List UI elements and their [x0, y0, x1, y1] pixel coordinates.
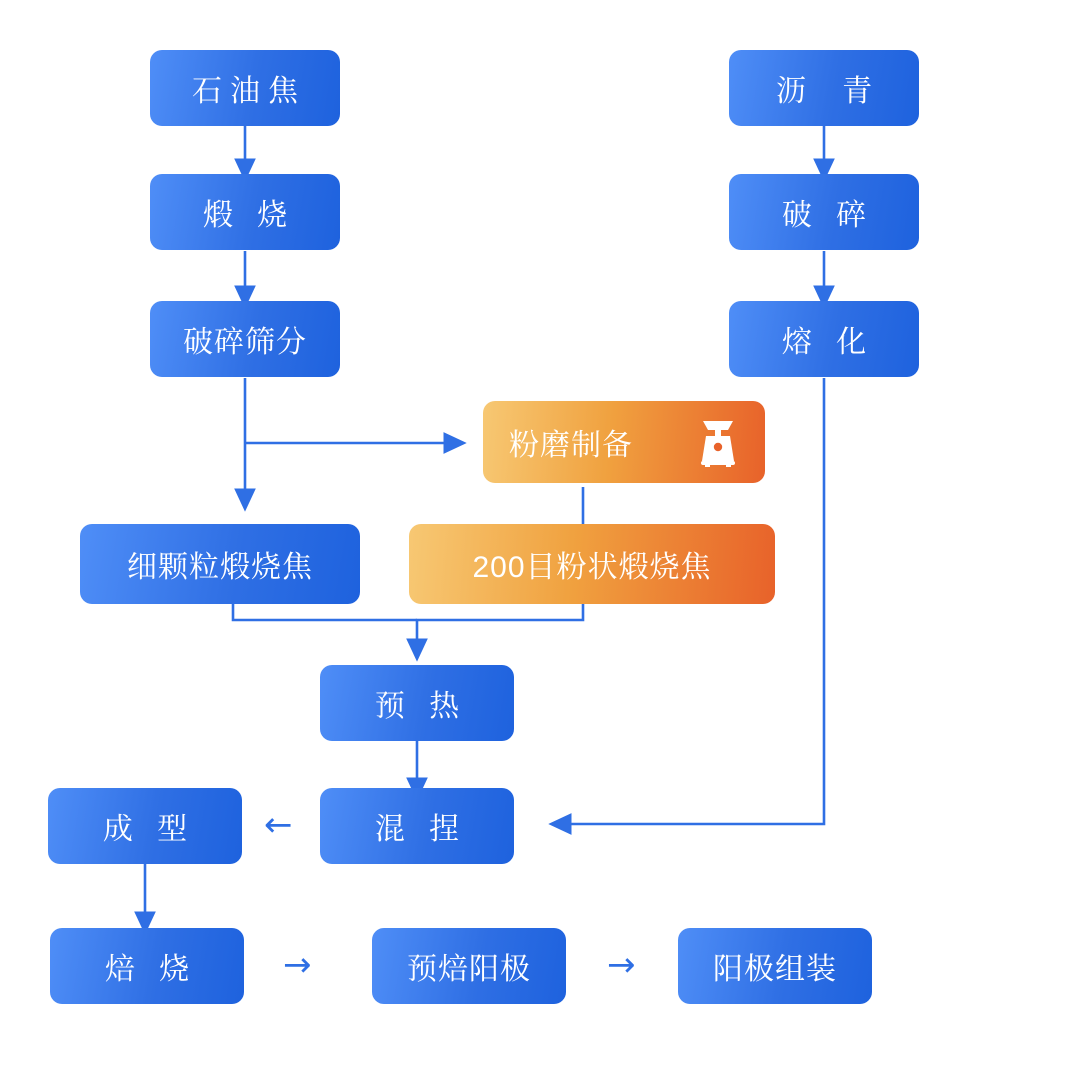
node-label: 预焙阳极 — [407, 953, 531, 986]
node-assembly[interactable] — [678, 928, 872, 1004]
node-label: 预 热 — [374, 690, 468, 723]
node-crush[interactable] — [729, 174, 919, 250]
node-label: 破碎筛分 — [183, 326, 307, 359]
arrow-prebaked-to-assembly: → — [607, 945, 636, 985]
node-label: 成 型 — [102, 813, 196, 846]
node-pitch[interactable] — [729, 50, 919, 126]
node-label: 煅 烧 — [202, 199, 296, 232]
node-label: 焙 烧 — [104, 953, 198, 986]
node-grinding[interactable] — [483, 401, 765, 483]
node-label: 石油焦 — [192, 75, 306, 108]
node-melt[interactable] — [729, 301, 919, 377]
node-petcoke[interactable] — [150, 50, 340, 126]
node-label: 粉磨制备 — [509, 429, 633, 462]
node-fine-coke[interactable] — [80, 524, 360, 604]
node-label: 熔 化 — [781, 326, 875, 359]
node-knead[interactable] — [320, 788, 514, 864]
arrow-knead-to-forming: ← — [264, 805, 293, 845]
node-label: 200目粉状煅烧焦 — [472, 551, 712, 584]
node-label: 破 碎 — [781, 199, 875, 232]
node-label: 混 捏 — [374, 813, 468, 846]
node-crush-screen[interactable] — [150, 301, 340, 377]
node-prebaked[interactable] — [372, 928, 566, 1004]
arrow-baking-to-prebaked: → — [283, 945, 312, 985]
node-label: 细颗粒煅烧焦 — [127, 551, 313, 584]
node-powder-coke[interactable] — [409, 524, 775, 604]
node-label: 阳极组装 — [713, 953, 837, 986]
mill-icon — [695, 417, 741, 467]
node-forming[interactable] — [48, 788, 242, 864]
node-calcine[interactable] — [150, 174, 340, 250]
node-baking[interactable] — [50, 928, 244, 1004]
node-preheat[interactable] — [320, 665, 514, 741]
node-label: 沥 青 — [775, 75, 887, 108]
